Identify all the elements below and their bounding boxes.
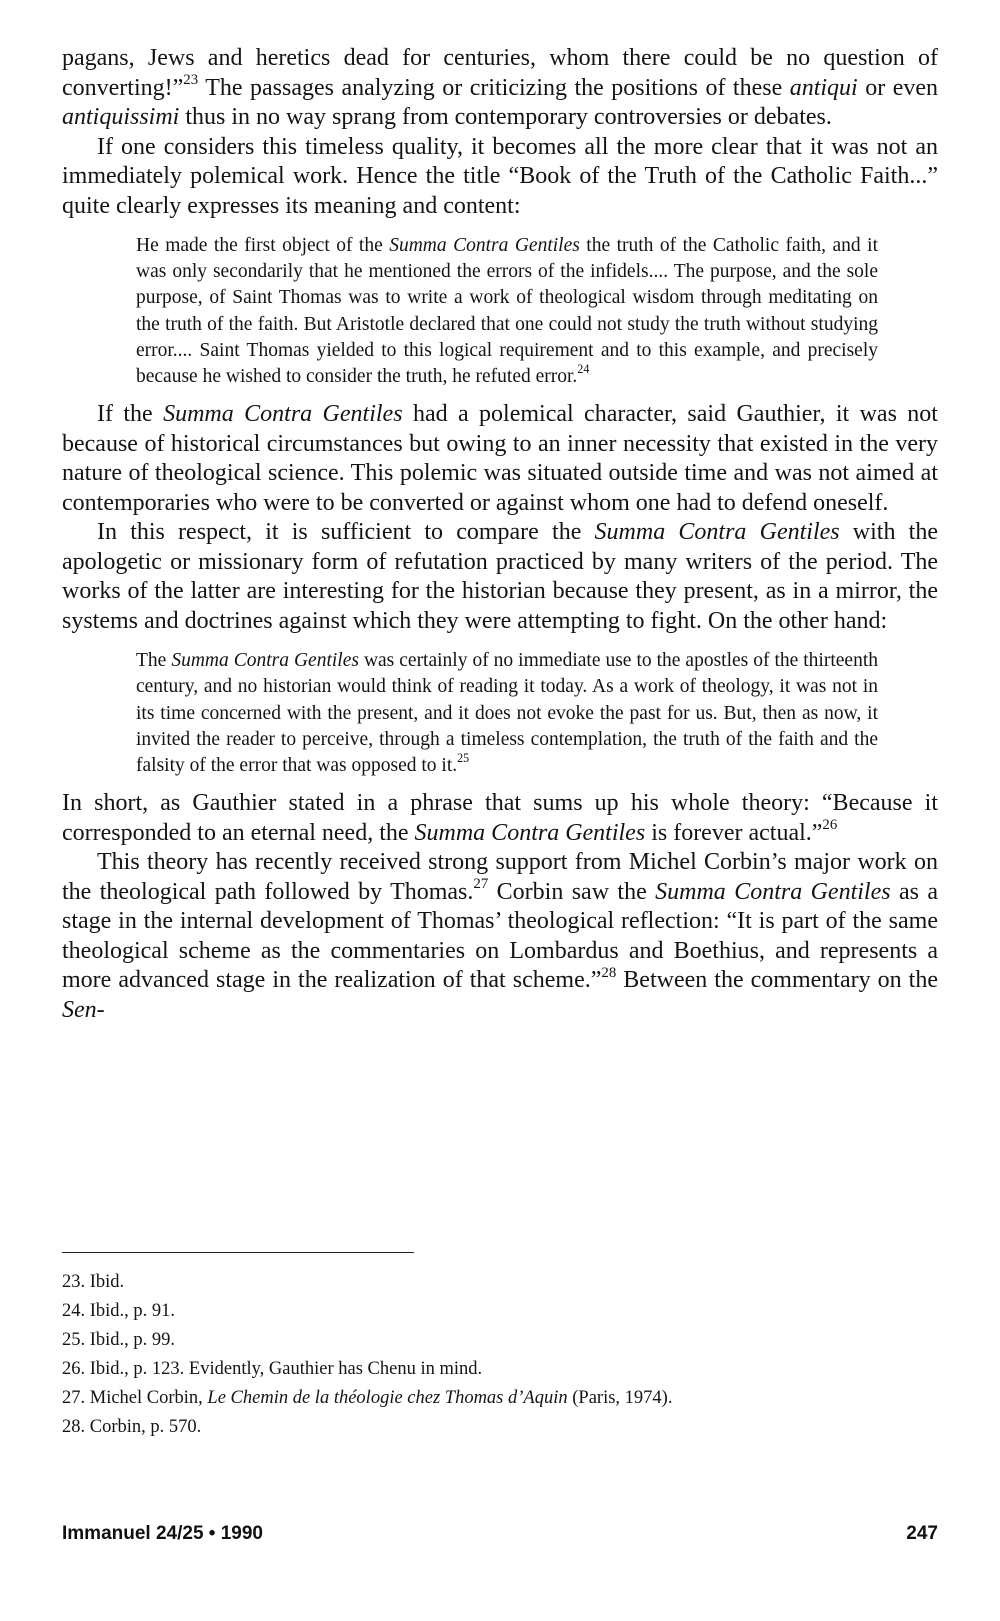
text-run: He made the first object of the [136, 235, 390, 256]
paragraph-3 [62, 400, 938, 518]
page-number: 247 [906, 1523, 938, 1544]
footnote-ref-25[interactable]: 25 [457, 751, 470, 766]
text-run: 27. Michel Corbin, [62, 1388, 208, 1408]
text-run: In this respect, it is sufficient to compare the [97, 519, 595, 546]
block-quote-1 [136, 233, 878, 390]
paragraph-2 [62, 133, 938, 222]
text-run: was certainly of no immediate use to the apostles of the thirteenth century, and no historian would think of reading it today. As a work of theology, it was not in its time concerned with the present, and it does not evoke the past for us. But, then as now, it invited the reader to perceive, through a timeless contemplation, the truth of the faith and the falsity of the error that was opposed to it. [136, 650, 878, 777]
italic-title: Summa Contra Gentiles [171, 650, 359, 672]
text-run: If one considers this timeless quality, it becomes all the more clear that it was not an immediately polemical work. Hence the title “Book of the Truth of the Catholic Faith...” quite clearly expresses its meaning and content: [62, 133, 938, 219]
footnote-ref-28[interactable]: 28 [601, 964, 617, 981]
footnote-ref-26[interactable]: 26 [822, 817, 838, 834]
italic-title: Summa Contra Gentiles [389, 235, 580, 256]
text-run: thus in no way sprang from contemporary controversies or debates. [179, 104, 832, 130]
text-run: is forever actual.” [645, 819, 823, 846]
footnote-27 [62, 1384, 938, 1413]
footnote-23: 23. Ibid. [62, 1272, 125, 1292]
footnote-ref-23[interactable]: 23 [183, 72, 199, 89]
main-text [62, 44, 938, 1025]
journal-citation: Immanuel 24/25 • 1990 [62, 1523, 263, 1544]
footnote-26: 26. Ibid., p. 123. Evidently, Gauthier has Chenu in mind. [62, 1359, 483, 1379]
italic-title: Le Chemin de la théologie chez Thomas d’Aquin [207, 1388, 568, 1408]
block-quote-2 [136, 648, 878, 779]
text-run: the truth of the Catholic faith, and it was only secondarily that he mentioned the errors of the infidels.... The purpose, and the sole purpose, of Saint Thomas was to write a work of theological wisdom through meditating on the truth of the faith. But Aristotle declared that one could not study the truth without studying error.... Saint Thomas yielded to this logical requirement and to this example, and precisely because he wished to consider the truth, he refuted error. [136, 235, 878, 388]
italic-title: Summa Contra Gentiles [414, 819, 646, 846]
italic-term: Sen- [62, 996, 105, 1023]
footnote-24: 24. Ibid., p. 91. [62, 1301, 176, 1321]
footnote-28: 28. Corbin, p. 570. [62, 1417, 202, 1437]
italic-title: Summa Contra Gentiles [655, 878, 891, 905]
paragraph-5 [62, 789, 938, 848]
paragraph-4 [62, 518, 938, 636]
text-run: had a polemical character, said Gauthier, it was not because of historical circumstances but owing to an inner necessity that existed in the very nature of theological science. This polemic was situated outside time and was not aimed at contemporaries who were to be converted or against whom one had to defend oneself. [62, 401, 938, 516]
text-run: This theory has recently received strong support from Michel Corbin’s major work on the theological path followed by Thomas. [62, 849, 938, 905]
italic-title: Summa Contra Gentiles [594, 519, 840, 546]
text-run: In short, as Gauthier stated in a phrase that sums up his whole theory: “Because it corresponded to an eternal need, the [62, 790, 938, 846]
footnote-25: 25. Ibid., p. 99. [62, 1330, 176, 1350]
footnote-divider [62, 1252, 414, 1253]
text-run: or even [857, 74, 938, 101]
text-run: as a stage in the internal development of Thomas’ theological reflection: “It is part of the same theological scheme as the commentaries on Lombardus and Boethius, and represents a more advanced stage in the realization of that scheme.” [62, 878, 938, 994]
text-run: If the [97, 401, 164, 428]
footnote-ref-24[interactable]: 24 [577, 362, 590, 377]
italic-term: antiqui [789, 74, 858, 101]
italic-term: antiquissimi [62, 104, 180, 130]
text-run: Between the commentary on the [616, 967, 939, 994]
footnote-ref-27[interactable]: 27 [473, 876, 489, 893]
text-run: The passages analyzing or criticizing the positions of these [198, 74, 790, 101]
text-run: Corbin saw the [488, 878, 656, 905]
text-run: (Paris, 1974). [567, 1388, 673, 1408]
footnotes [62, 1268, 938, 1442]
italic-title: Summa Contra Gentiles [163, 401, 403, 428]
paragraph-6 [62, 848, 938, 1025]
text-run: pagans, Jews and heretics dead for centuries, whom there could be no question of converting!” [62, 45, 938, 101]
text-run: The [136, 650, 172, 672]
text-run: with the apologetic or missionary form of refutation practiced by many writers of the period. The works of the latter are interesting for the historian because they present, as in a mirror, the systems and doctrines against which they were attempting to fight. On the other hand: [62, 519, 938, 634]
paragraph-1 [62, 44, 938, 133]
